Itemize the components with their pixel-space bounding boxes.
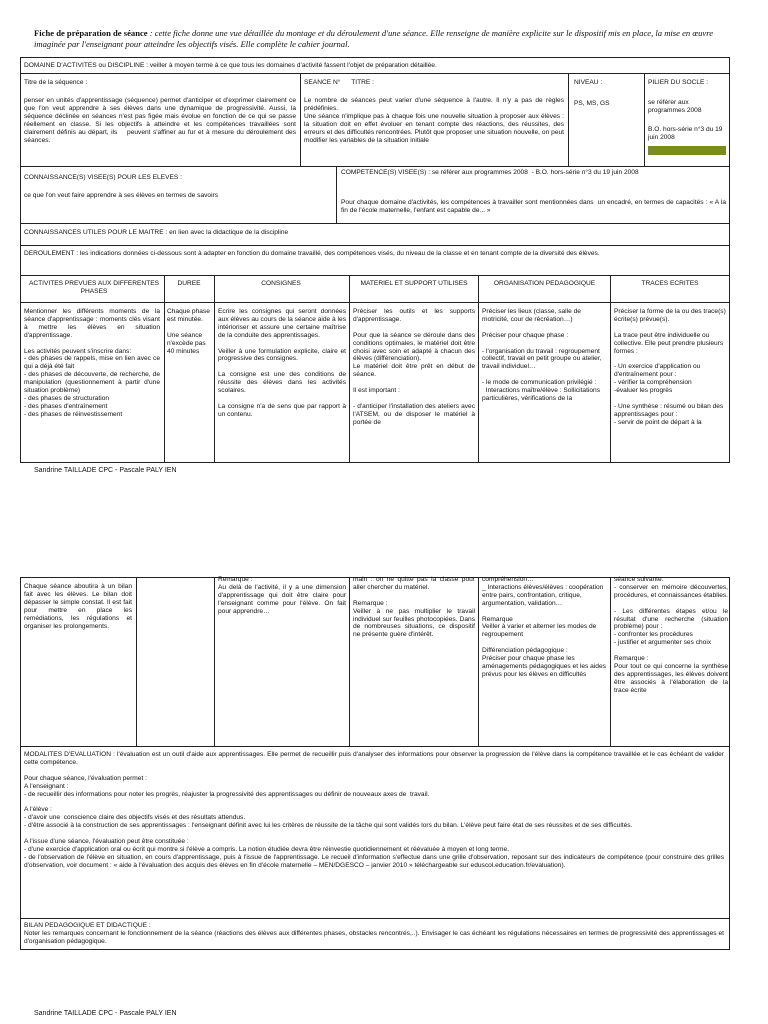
intro-paragraph xyxy=(34,28,734,50)
pilier-bo: B.O. hors-série n°3 du 19 juin 2008 xyxy=(648,126,725,141)
cell-traces: Préciser la forme de la ou des trace(s) écrite(s) prévue(s). La trace peut être individuelle ou collective. Elle peut prendre plusieurs formes : - Un exercice d'application ou d'entraînement pour : - vérifier la compréhension -évaluer les progrès - Une synthèse : résumé ou bilan des apprentissages pour : - servir de point de départ à la xyxy=(614,308,726,426)
pilier-label: PILIER DU SOCLE : xyxy=(648,79,709,86)
cell-traces-2: séance suivante. - conserver en mémoire découvertes, procédures, et connaissances établies. - Les différentes étapes et/ou le résultat d'une recherche (situation problème) pour : - confronter les procédures - justifier et argumenter ses choix Remarque : Pour tout ce qui concerne la synthèse des apprentissages, les élèves doivent être associés à l'élaboration de la trace écrite xyxy=(614,576,728,694)
pilier-body: se référer aux programmes 2008 xyxy=(648,99,702,114)
footer-page1: Sandrine TAILLADE CPC - Pascale PALY IEN xyxy=(34,467,177,474)
header-consignes: CONSIGNES xyxy=(261,280,301,287)
cell-activites: Mentionner les différents moments de la séance d'apprentissage : moments clés visant à mettre les élèves en situation d'apprentissage. Les activités peuvent s'inscrire dans: - des phases de rappels, mise en lien avec ce qui a déjà été fait - des phases de découverte, de recherche, de manipulation (questionnement à partir d'une situation problème) - des phases de structuration - des phases d'entraînement - des phases de réinvestissement xyxy=(24,308,160,418)
modalites-evaluation: MODALITES D'EVALUATION : l'évaluation est un outil d'aide aux apprentissages. Elle permet de recueillir puis d'analyser des informations pour observer la progression de l'élève dans la compétence travaillée et le cas échéant de valider cette compétence. Pour chaque séance, l'évaluation permet : A l'enseignant : - de recueillir des informations pour noter les progrès, réajuster la progressivité des apprentissages ou définir de nouveaux axes de travail. A l'élève : - d'avoir une conscience claire des objectifs visés et des résultats attendus. - d'être associé à la construction de ses apprentissages : l'enseignant définit avec lui les critères de réussite de la tâche qui sont validés lors du bilan. L'élève peut faire état de ses réussites et de ses difficultés. A l'issue d'une séance, l'évaluation peut être constituée : - d'une exercice d'application oral ou écrit qui montre si l'élève a compris. La notion étudiée devra être réinvestie quotidiennement et réévaluée à moyen et long terme. - de l'observation de l'élève en situation, en cours d'apprentissage, puis à l'issue de l'apprentissage. Le recueil d'information s'effectue dans une grille d'observation, reposant sur des indicateurs de compétence (pour construire des grilles d'observation, voir document : « aide à l'évaluation des acquis des élèves en fin d'école maternelle – MEN/DGESCO – janvier 2010 » téléchargeable sur eduscol.education.fr/evaluation). xyxy=(24,751,724,869)
intro-title: Fiche de préparation de séance xyxy=(34,28,148,38)
domaine-activites: DOMAINE D'ACTIVITES ou DISCIPLINE : veiller à moyen terme à ce que tous les domaines d'activité fassent l'objet de préparation détaillée. xyxy=(24,62,437,69)
pilier-color-bar xyxy=(648,146,726,155)
niveau-label: NIVEAU : xyxy=(574,79,603,86)
deroulement: DEROULEMENT : les indications données ci-dessous sont à adapter en fonction du domaine travaillé, des compétences visés, du niveau de la classe et en tenant compte de la diversité des élèves. xyxy=(24,250,600,257)
titre-sequence-body: penser en unités d'apprentissage (séquence) permet d'anticiper et d'exprimer clairement ce que l'on veut apprendre à ses élèves dans une dynamique de progressivité. Aussi, la séquence déclinée en séances n'est pas figée mais évolue en fonction de ce qui se passe réellement en classe. Si les objectifs à atteindre et les compétences travaillées sont clairement définis au départ, ils peuvent s'affiner au fur et à mesure du déroulement des séances. xyxy=(24,97,298,144)
bilan-pedagogique: BILAN PEDAGOGIQUE ET DIDACTIQUE : Noter les remarques concernant le fonctionnement de la séance (réactions des élèves aux différentes phases, obstacles rencontrés,..). Envisager le cas échéant les régulations nécessaires en termes de progressivité des apprentissages et d'organisation pédagogique. xyxy=(24,922,724,945)
header-traces: TRACES ECRITES xyxy=(641,280,699,287)
header-organisation: ORGANISATION PEDAGOGIQUE xyxy=(493,280,596,287)
titre-sequence-label: Titre de la séquence : xyxy=(24,79,88,86)
seance-label: SEANCE N° TITRE : xyxy=(304,79,374,86)
footer-page2: Sandrine TAILLADE CPC - Pascale PALY IEN xyxy=(34,1010,177,1017)
cell-consignes-2: Remarque : Au delà de l'activité, il y a une dimension d'apprentissage qui doit être claire pour l'enseignant comme pour l'élève. On fait pour apprendre… xyxy=(218,576,346,615)
intro-text: : cette fiche donne une vue détaillée du montage et du déroulement d'une séance. Elle renseigne de manière explicite sur le dispositif mis en place, la mise en œuvre imaginée par l'enseignant pour atteindre les objectifs visés. Elle complète le cahier journal. xyxy=(34,28,714,49)
header-duree: DUREE xyxy=(177,280,201,287)
connaissances-eleves-label: CONNAISSANCE(S) VISEE(S) POUR LES ELEVES : xyxy=(24,174,182,181)
connaissances-maitre: CONNAISSANCES UTILES POUR LE MAITRE : en lien avec la didactique de la discipline xyxy=(24,229,289,236)
cell-duree: Chaque phase est minutée. Une séance n'excède pas 40 minutes xyxy=(167,308,210,355)
header-activites: ACTIVITES PREVUES AUX DIFFERENTES PHASES xyxy=(28,280,161,295)
seance-body: Le nombre de séances peut varier d'une séquence à l'autre. Il n'y a pas de règles prédéfinies. Une séance n'implique pas à chaque fois une nouvelle situation à proposer aux élèves : la situation doit en effet évoluer en tenant compte des réactions, des réussites, des erreurs et des difficultés rencontrées. Plutôt que proposer une situation nouvelle, on peut modifier les variables de la situation initiale xyxy=(304,97,564,144)
cell-consignes: Ecrire les consignes qui seront données aux élèves au cours de la séance aide à les intérioriser et assure une certaine maîtrise de la conduite des apprentissages. Veiller à une formulation explicite, claire et progressive des consignes. La consigne est une des conditions de réussite des élèves dans les activités scolaires. La consigne n'a de sens que par rapport à un contenu. xyxy=(218,308,346,418)
cell-materiel: Préciser les outils et les supports d'apprentissage. Pour que la séance se déroule dans des conditions optimales, le matériel doit être choisi avec soin et adapté à chacun des élèves (différenciation). Le matériel doit être prêt en début de séance. Il est important : - d'anticiper l'installation des ateliers avec l'ATSEM, ou de disposer le matériel à portée de xyxy=(353,308,475,426)
competences-body: Pour chaque domaine d'activités, les compétences à travailler sont mentionnées dans un encadré, en termes de capacités : « A la fin de l'école maternelle, l'enfant est capable de... » xyxy=(341,199,728,214)
cell-organisation-2: compréhension… _ Interactions élèves/élèves : coopération entre pairs, confrontation, critique, argumentation, validation… Remarque Veiller à varier et alterner les modes de regroupement Différenciation pédagogique : Préciser pour chaque phase les aménagements pédagogiques et les aides prévus pour les élèves en difficultés xyxy=(482,576,606,678)
cell-materiel-2: main : on ne quitte pas la classe pour aller chercher du matériel. Remarque : Veiller à ne pas multiplier le travail individuel sur feuilles photocopiées. Dans de nombreuses situations, ce dispositif ne présente guère d'intérêt. xyxy=(353,576,475,639)
header-materiel: MATERIEL ET SUPPORT UTILISES xyxy=(360,280,468,287)
connaissances-eleves-body: ce que l'on veut faire apprendre à ses élèves en termes de savoirs xyxy=(24,192,219,199)
competences-label: COMPETENCE(S) VISEE(S) : se référer aux programmes 2008 - B.O. hors-série n°3 du 19 juin 2008 xyxy=(341,169,639,176)
cell-activites-2: Chaque séance aboutira à un bilan fait avec les élèves. Le bilan doit dépasser le simple constat. Il est fait pour mettre en place les remédiations, les régulations et organiser les prolongements. xyxy=(24,583,134,630)
niveau-value: PS, MS, GS xyxy=(574,100,610,107)
cell-organisation: Préciser les lieux (classe, salle de motricité, cour de récréation…) Préciser pour chaque phase : - l'organisation du travail : regroupement collectif, travail en petit groupe ou atelier, travail individuel… - le mode de communication privilégié : Interactions maître/élève : Sollicitations particulières, vérifications de la xyxy=(482,308,602,402)
